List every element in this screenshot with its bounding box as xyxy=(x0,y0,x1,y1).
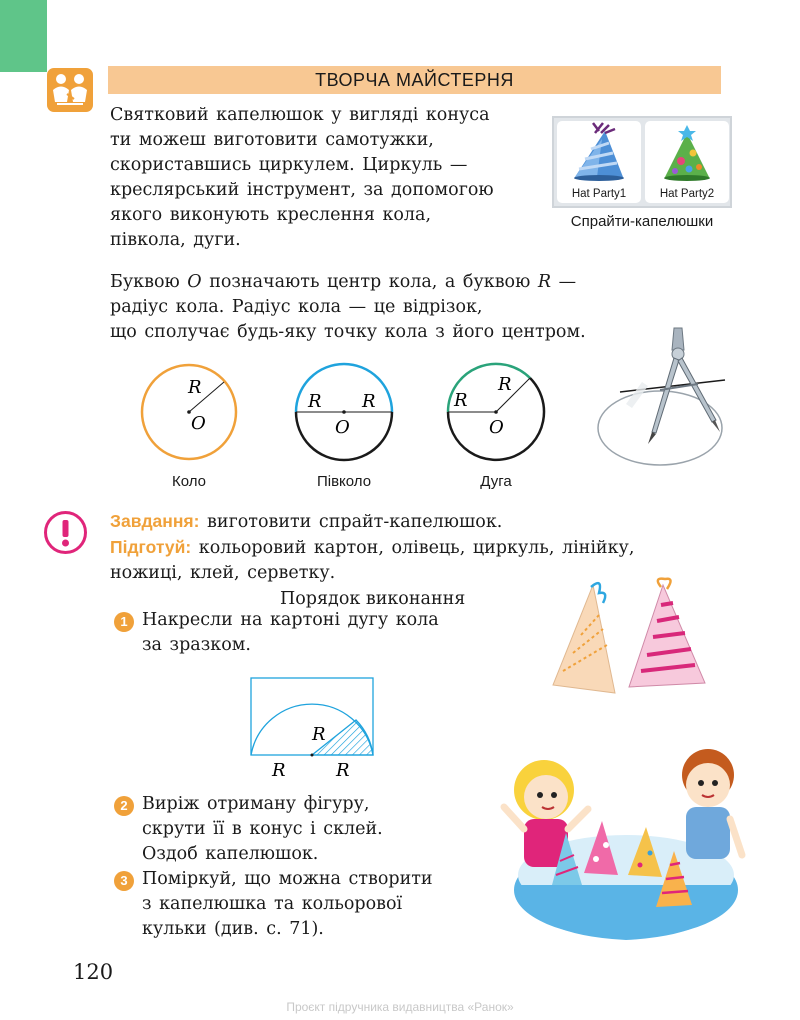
intro-paragraph xyxy=(110,103,550,253)
step-1-text xyxy=(142,608,482,658)
semicircle-center-label: O xyxy=(335,417,350,438)
step-line: з капелюшка та кольорової xyxy=(142,894,403,914)
task-text: виготовити спрайт-капелюшок. xyxy=(199,512,503,532)
sprite-hat-party2[interactable] xyxy=(645,121,729,203)
circle-caption: Коло xyxy=(171,473,206,490)
step-line: Оздоб капелюшок. xyxy=(142,844,319,864)
sprite-panel xyxy=(552,116,732,208)
sprite-label: Hat Party1 xyxy=(571,188,627,200)
party-hat-blue-icon xyxy=(557,121,641,185)
step-line: Накресли на картоні дугу кола xyxy=(142,610,439,630)
corner-tab xyxy=(0,0,47,72)
sprite-hat-party1[interactable] xyxy=(557,121,641,203)
task-label: Завдання: xyxy=(110,511,200,531)
step-line: Виріж отриману фігуру, xyxy=(142,794,370,814)
arc-pattern-diagram xyxy=(248,675,378,785)
step-number: 3 xyxy=(114,871,134,891)
step-2-text xyxy=(142,792,482,867)
intro-line: креслярський інструмент, за допомогою xyxy=(110,180,494,200)
intro-line: ти можеш виготовити самотужки, xyxy=(110,130,434,150)
intro-line: якого виконують креслення кола, xyxy=(110,205,432,225)
definition-line-2: радіус кола. Радіус кола — це відрізок, xyxy=(110,297,483,317)
definition-text: позначають центр кола, а буквою xyxy=(201,272,538,292)
semicircle-caption: Півколо xyxy=(316,473,372,490)
arc-caption: Дуга xyxy=(480,473,512,490)
step-line: скрути її в конус і склей. xyxy=(142,819,383,839)
procedure-title: Порядок виконання xyxy=(280,589,466,609)
step-number: 2 xyxy=(114,796,134,816)
prep-line-2: ножиці, клей, серветку. xyxy=(110,563,336,583)
step-3-text xyxy=(142,867,482,942)
arc-radius-left: R xyxy=(454,390,468,411)
semicircle-radius-right: R xyxy=(362,391,376,412)
paper-hats-photo xyxy=(545,575,715,700)
intro-line: Святковий капелюшок у вигляді конуса xyxy=(110,105,490,125)
definition-line-1 xyxy=(110,270,670,295)
prep-label: Підготуй: xyxy=(110,537,192,557)
children-party-illustration xyxy=(496,735,758,950)
arc-radius-right: R xyxy=(498,374,512,395)
definition-paragraph xyxy=(110,270,670,345)
prep-text: кольоровий картон, олівець, циркуль, лінійку, xyxy=(191,538,635,558)
step-line: кульки (див. с. 71). xyxy=(142,919,324,939)
arc-figure xyxy=(448,364,544,460)
party-hat-green-icon xyxy=(645,121,729,185)
compass-icon xyxy=(590,320,740,470)
step-number: 1 xyxy=(114,612,134,632)
page-number: 120 xyxy=(73,960,114,984)
circle-figure xyxy=(142,365,236,459)
semicircle-figure xyxy=(296,364,392,460)
circle-radius-label: R xyxy=(188,377,202,398)
semicircle-radius-left: R xyxy=(308,391,322,412)
footer-watermark: Проєкт підручника видавництва «Ранок» xyxy=(286,1000,514,1014)
pattern-right-label: R xyxy=(336,760,350,781)
intro-line: скориставшись циркулем. Циркуль — xyxy=(110,155,468,175)
intro-line: півкола, дуги. xyxy=(110,230,241,250)
circle-figures xyxy=(120,352,560,467)
definition-line-3: що сполучає будь-яку точку кола з його центром. xyxy=(110,322,586,342)
radius-symbol: R xyxy=(537,272,552,292)
definition-text: — xyxy=(551,272,577,292)
workshop-icon xyxy=(47,68,93,112)
sprites-caption: Спрайти-капелюшки xyxy=(570,213,714,230)
step-line: за зразком. xyxy=(142,635,251,655)
section-title: ТВОРЧА МАЙСТЕРНЯ xyxy=(315,70,514,90)
sprite-label: Hat Party2 xyxy=(659,188,715,200)
arc-center-label: O xyxy=(489,417,504,438)
task-line xyxy=(110,509,725,535)
circle-center-label: O xyxy=(191,413,206,434)
pattern-radius-label: R xyxy=(312,724,326,745)
pattern-left-label: R xyxy=(272,760,286,781)
definition-text: Буквою xyxy=(110,272,188,292)
prep-line xyxy=(110,535,725,561)
attention-icon xyxy=(44,511,87,554)
section-header xyxy=(108,66,721,94)
center-symbol: O xyxy=(187,272,202,292)
step-line: Поміркуй, що можна створити xyxy=(142,869,433,889)
